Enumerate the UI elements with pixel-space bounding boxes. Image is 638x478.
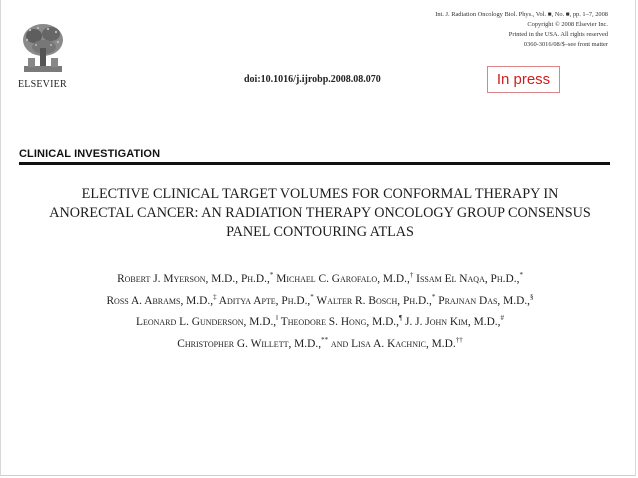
affiliation-mark: * [519, 271, 523, 279]
rights-line: Printed in the USA. All rights reserved [508, 31, 608, 38]
title-line-3: PANEL CONTOURING ATLAS [226, 224, 414, 240]
publisher-name: ELSEVIER [18, 79, 67, 90]
affiliation-mark: ¶ [399, 314, 403, 322]
journal-citation-block [348, 10, 608, 50]
section-heading: CLINICAL INVESTIGATION [19, 148, 161, 160]
elsevier-tree-logo [18, 20, 68, 82]
author-name: J. J. John Kim, M.D., [405, 316, 501, 328]
author-name: Leonard L. Gunderson, M.D., [135, 316, 277, 328]
title-line-1: ELECTIVE CLINICAL TARGET VOLUMES FOR CONFORMAL THERAPY IN [81, 186, 559, 202]
author-line [30, 269, 610, 291]
article-title [30, 185, 610, 242]
author-name: Robert J. Myerson, M.D., Ph.D., [117, 273, 270, 285]
affiliation-mark: § [530, 292, 534, 301]
title-line-2: ANORECTAL CANCER: AN RADIATION THERAPY ONCOLOGY GROUP CONSENSUS [49, 205, 591, 221]
copyright-line: Copyright © 2008 Elsevier Inc. [527, 21, 608, 28]
doi-link[interactable]: doi:10.1016/j.ijrobp.2008.08.070 [244, 74, 381, 85]
author-list [30, 269, 610, 355]
author-line [30, 334, 610, 356]
author-name: Walter R. Bosch, Ph.D., [316, 294, 432, 307]
in-press-stamp: In press [487, 66, 560, 93]
affiliation-mark: ‡ [213, 292, 217, 301]
affiliation-mark: * [310, 292, 314, 301]
author-line [30, 291, 610, 313]
affiliation-mark: †† [455, 335, 463, 344]
author-name: Michael C. Garofalo, M.D., [276, 273, 410, 285]
affiliation-mark: ** [321, 335, 329, 344]
affiliation-mark: # [500, 314, 504, 322]
affiliation-mark: * [269, 271, 274, 279]
issn-line: 0360-3016/08/$–see front matter [523, 41, 608, 48]
author-name: Prajnan Das, M.D., [438, 294, 531, 307]
journal-citation: Int. J. Radiation Oncology Biol. Phys., Vol. ■, No. ■, pp. 1–7, 2008 [435, 11, 608, 18]
author-name: Aditya Apte, Ph.D., [218, 294, 311, 307]
affiliation-mark: ‖ [276, 314, 279, 322]
author-name: and Lisa A. Kachnic, M.D. [330, 337, 456, 350]
author-name: Theodore S. Hong, M.D., [280, 316, 399, 328]
author-name: Ross A. Abrams, M.D., [106, 294, 214, 307]
affiliation-mark: † [409, 271, 414, 279]
author-name: Issam El Naqa, Ph.D., [416, 273, 520, 285]
author-line [30, 312, 610, 334]
section-rule [19, 162, 610, 165]
affiliation-mark: * [431, 292, 436, 301]
author-name: Christopher G. Willett, M.D., [177, 337, 322, 350]
